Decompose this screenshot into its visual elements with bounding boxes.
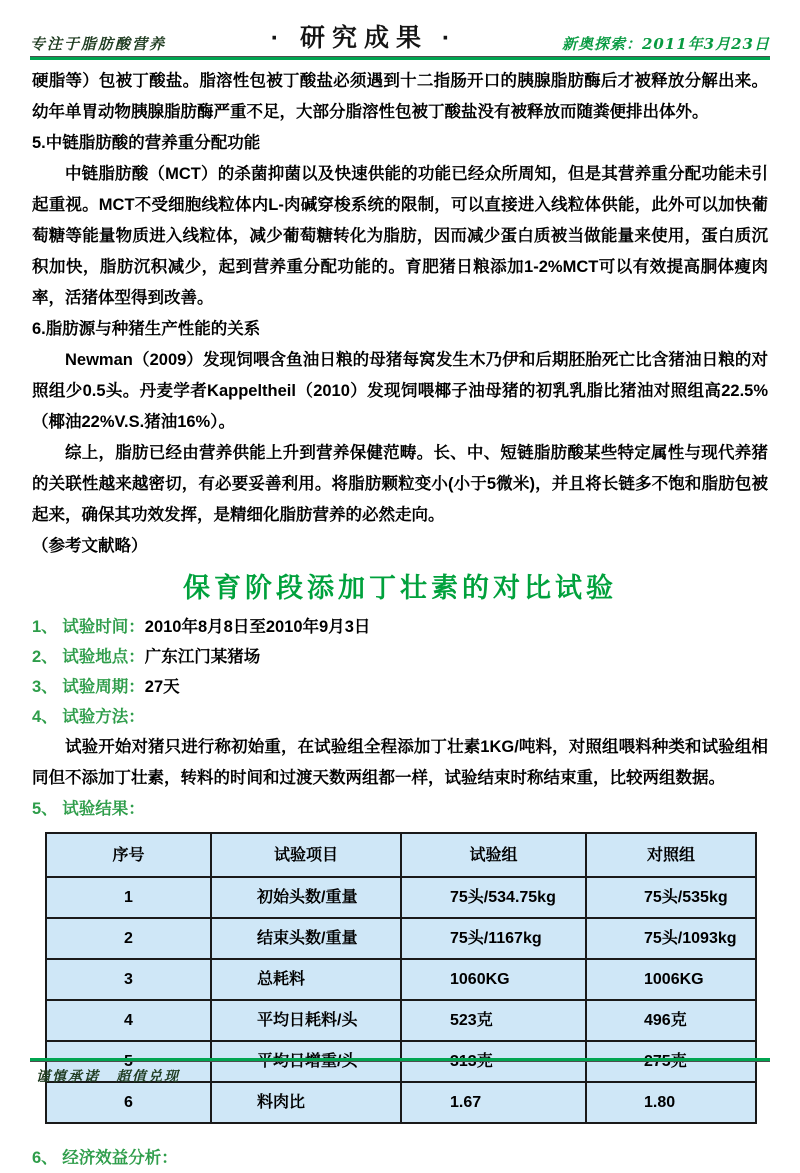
table-row bbox=[46, 959, 756, 1000]
cell-item: 结束头数/重量 bbox=[211, 918, 401, 959]
trial-item-time-value: 2010年8月8日至2010年9月3日 bbox=[144, 618, 371, 636]
cell-item: 初始头数/重量 bbox=[211, 877, 401, 918]
table-header-row bbox=[46, 833, 756, 877]
table-row bbox=[46, 877, 756, 918]
article-body bbox=[32, 66, 768, 1173]
cell-trial: 1060KG bbox=[401, 959, 586, 1000]
trial-title: 保育阶段添加丁壮素的对比试验 bbox=[183, 573, 617, 604]
cell-item: 平均日增重/头 bbox=[211, 1041, 401, 1082]
trial-item-location bbox=[32, 642, 768, 672]
cell-item: 平均日耗料/头 bbox=[211, 1000, 401, 1041]
header-date: 新奥探索：2011年3月23日 bbox=[561, 35, 770, 53]
cell-index: 2 bbox=[46, 918, 211, 959]
trial-item-period bbox=[32, 672, 768, 702]
trial-item-period-value: 27天 bbox=[144, 678, 180, 696]
trial-item-period-label: 3、 试验周期： bbox=[32, 678, 145, 696]
paragraph-continuation: 硬脂等）包被丁酸盐。脂溶性包被丁酸盐必须遇到十二指肠开口的胰腺脂肪酶后才被释放分解出来。幼年单胃动物胰腺脂肪酶严重不足，大部分脂溶性包被丁酸盐没有被释放而随粪便排出体外。 bbox=[32, 72, 768, 121]
trial-item-method bbox=[32, 702, 768, 732]
cell-control: 75头/535kg bbox=[586, 877, 756, 918]
cell-item: 料肉比 bbox=[211, 1082, 401, 1123]
economic-analysis-label: 6、 经济效益分析： bbox=[32, 1149, 178, 1167]
trial-item-time-label: 1、 试验时间： bbox=[32, 618, 145, 636]
cell-index: 4 bbox=[46, 1000, 211, 1041]
footer-slogan: 谨慎承诺 超值兑现 bbox=[36, 1069, 180, 1085]
cell-trial: 313克 bbox=[401, 1041, 586, 1082]
cell-control: 1006KG bbox=[586, 959, 756, 1000]
trial-method-paragraph: 试验开始对猪只进行称初始重，在试验组全程添加丁壮素1KG/吨料，对照组喂料种类和试验组相同但不添加丁壮素，转料的时间和过渡天数两组都一样，试验结束时称结束重，比较两组数据。 bbox=[32, 738, 768, 787]
table-header-index: 序号 bbox=[46, 833, 211, 877]
cell-trial: 75头/1167kg bbox=[401, 918, 586, 959]
table-header-control-group: 对照组 bbox=[586, 833, 756, 877]
header-section-title: · 研究成果 · bbox=[270, 24, 458, 52]
table-row bbox=[46, 1082, 756, 1123]
trial-item-location-value: 广东江门某猪场 bbox=[144, 648, 261, 666]
cell-control: 75头/1093kg bbox=[586, 918, 756, 959]
trial-item-time bbox=[32, 612, 768, 642]
trial-results-label: 5、 试验结果： bbox=[32, 800, 145, 818]
table-row bbox=[46, 918, 756, 959]
paragraph-summary: 综上，脂肪已经由营养供能上升到营养保健范畴。长、中、短链脂肪酸某些特定属性与现代养猪的关联性越来越密切，有必要妥善利用。将脂肪颗粒变小(小于5微米)，并且将长链多不饱和脂肪包被起来，确保其功效发挥，是精细化脂肪营养的必然走向。 bbox=[32, 444, 768, 524]
trial-info-list bbox=[32, 612, 768, 732]
table-header-trial-group: 试验组 bbox=[401, 833, 586, 877]
cell-item: 总耗料 bbox=[211, 959, 401, 1000]
table-header-item: 试验项目 bbox=[211, 833, 401, 877]
cell-trial: 523克 bbox=[401, 1000, 586, 1041]
paragraph-mct: 中链脂肪酸（MCT）的杀菌抑菌以及快速供能的功能已经众所周知，但是其营养重分配功能未引起重视。MCT不受细胞线粒体内L-肉碱穿梭系统的限制，可以直接进入线粒体供能，此外可以加快葡萄糖等能量物质进入线粒体，减少葡萄糖转化为脂肪，因而减少蛋白质被当做能量来使用，蛋白质沉积加快，脂肪沉积减少，起到营养重分配功能的。育肥猪日粮添加1-2%MCT可以有效提高胴体瘦肉率，活猪体型得到改善。 bbox=[32, 165, 768, 307]
cell-index: 1 bbox=[46, 877, 211, 918]
footer-divider bbox=[30, 1058, 770, 1062]
section-heading-5: 5.中链脂肪酸的营养重分配功能 bbox=[32, 134, 261, 152]
cell-index: 6 bbox=[46, 1082, 211, 1123]
cell-trial: 75头/534.75kg bbox=[401, 877, 586, 918]
header-divider bbox=[30, 56, 770, 60]
trial-item-location-label: 2、 试验地点： bbox=[32, 648, 145, 666]
cell-index: 5 bbox=[46, 1041, 211, 1082]
paragraph-references: （参考文献略） bbox=[32, 537, 148, 555]
cell-control: 496克 bbox=[586, 1000, 756, 1041]
trial-item-method-label: 4、 试验方法： bbox=[32, 708, 145, 726]
section-heading-6: 6.脂肪源与种猪生产性能的关系 bbox=[32, 320, 261, 338]
table-row bbox=[46, 1000, 756, 1041]
page-header bbox=[30, 22, 770, 54]
cell-control: 275克 bbox=[586, 1041, 756, 1082]
cell-trial: 1.67 bbox=[401, 1082, 586, 1123]
header-left-slogan: 专注于脂肪酸营养 bbox=[30, 35, 167, 53]
cell-index: 3 bbox=[46, 959, 211, 1000]
paragraph-newman: Newman（2009）发现饲喂含鱼油日粮的母猪每窝发生木乃伊和后期胚胎死亡比含猪油日粮的对照组少0.5头。丹麦学者Kappeltheil（2010）发现饲喂椰子油母猪的初乳乳脂比猪油对照组高22.5%（椰油22%V.S.猪油16%）。 bbox=[32, 351, 768, 431]
cell-control: 1.80 bbox=[586, 1082, 756, 1123]
